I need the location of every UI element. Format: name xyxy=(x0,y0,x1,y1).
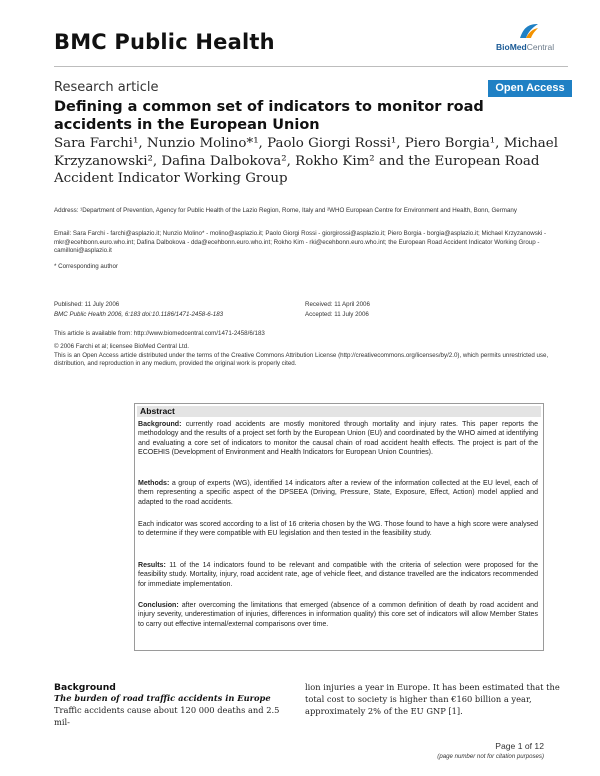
article-url[interactable]: This article is available from: http://www.biomedcentral.com/1471-2458/6/183 xyxy=(54,330,265,337)
logo-bio: BioMed xyxy=(496,42,527,52)
corresponding-author-note: * Corresponding author xyxy=(54,263,118,270)
article-type: Research article xyxy=(54,80,159,95)
body-column-left xyxy=(54,682,284,728)
publication-info xyxy=(54,301,294,321)
abstract-methods-text: a group of experts (WG), identified 14 indicators after a review of the information collected at the EU level, each of them representing a specific aspect of the DPSEEA (Driving, Pressure, State, Exposure, Effect, Action) model applied and adapted to the road accidents. xyxy=(138,480,538,506)
author-emails: Email: Sara Farchi - farchi@asplazio.it; Nunzio Molino* - molino@asplazio.it; Paolo Giorgi Rossi - giorgirossi@asplazio.it; Piero Borgia - borgia@asplazio.it; Michael Krzyzanowski - mkr@ecehbonn.euro.who.int; Dafina Dalbokova - dda@ecehbonn.euro.who.int; Rokho Kim - rki@ecehbonn.euro.who.int; the European Road Accident Indicator Working Group - camilloni@asplazio.it xyxy=(54,230,547,255)
received-date: Received: 11 April 2006 xyxy=(305,301,370,308)
body-paragraph-right: lion injuries a year in Europe. It has been estimated that the total cost to society is higher than €160 billion a year, approximately 2% of the EU GNP [1]. xyxy=(305,682,560,716)
published-date: Published: 11 July 2006 xyxy=(54,301,120,308)
body-paragraph-left: Traffic accidents cause about 120 000 deaths and 2.5 mil- xyxy=(54,705,280,727)
copyright-line: © 2006 Farchi et al; licensee BioMed Central Ltd. xyxy=(54,343,189,350)
copyright-block xyxy=(54,343,559,369)
header-rule xyxy=(54,66,568,67)
abstract-background-label: Background: xyxy=(138,421,182,428)
abstract-heading: Abstract xyxy=(137,406,541,417)
abstract-conclusion-label: Conclusion: xyxy=(138,602,179,609)
subsection-heading: The burden of road traffic accidents in Europe xyxy=(54,693,271,703)
article-title: Defining a common set of indicators to monitor road accidents in the European Union xyxy=(54,99,484,133)
license-text: This is an Open Access article distributed under the terms of the Creative Commons Attribution License (http://creativecommons.org/licenses/by/2.0), which permits unrestricted use, distribution, and reproduction in any medium, provided the original work is properly cited. xyxy=(54,351,549,368)
section-heading-background: Background xyxy=(54,682,116,693)
affiliation-address: Address: ¹Department of Prevention, Agency for Public Health of the Lazio Region, Rome, Italy and ²WHO European Centre for Environment and Health, Bonn, Germany xyxy=(54,207,517,214)
citation: BMC Public Health 2006, 6:183 doi:10.1186/1471-2458-6-183 xyxy=(54,310,224,318)
abstract-conclusion-text: after overcoming the limitations that emerged (absence of a common definition of death by road accident and injury severity, underestimation of injuries, differences in information quality) this core set of indicators will allow Member States to carry out effective internal/external comparisons over time. xyxy=(138,602,538,628)
logo-central: Central xyxy=(526,42,555,52)
received-accepted xyxy=(305,301,505,321)
abstract-methods xyxy=(138,479,538,507)
journal-title: BMC Public Health xyxy=(54,30,275,54)
abstract-background-text: currently road accidents are mostly monitored through mortality and injury rates. This paper reports the methodology and the results of a project set forth by the European Union (EU) and coordinated by the WHO aimed at identifying and evaluating a core set of indicators to monitor the causal chain of road accident health effects. The project is part of the ECOEHIS (Development of Environment and Health Indicators for European Union Countries). xyxy=(138,421,538,456)
abstract-results-label: Results: xyxy=(138,562,166,569)
abstract-methods-label: Methods: xyxy=(138,480,170,487)
abstract-methods-continued: Each indicator was scored according to a list of 16 criteria chosen by the WG. Those found to have a high score were analysed to determine if they were compatible with EU legislation and then tested in the feasibility study. xyxy=(138,521,538,538)
page-number: Page 1 of 12 xyxy=(495,741,544,751)
author-list: Sara Farchi¹, Nunzio Molino*¹, Paolo Giorgi Rossi¹, Piero Borgia¹, Michael Krzyzanowski², Dafina Dalbokova², Rokho Kim² and the European Road Accident Indicator Working Group xyxy=(54,136,558,186)
accepted-date: Accepted: 11 July 2006 xyxy=(305,310,369,318)
biomed-logo-icon xyxy=(518,22,540,40)
logo-text xyxy=(496,42,554,52)
abstract-results-text: 11 of the 14 indicators found to be relevant and compatible with the criteria of selection were proposed for the feasibility study. Mortality, injury, road accident rate, age of vehicle fleet, and distance travelled are the indicators recommended for immediate implementation. xyxy=(138,562,538,588)
abstract-results xyxy=(138,561,538,589)
abstract-conclusion xyxy=(138,601,538,629)
abstract-background xyxy=(138,420,538,457)
biomed-central-logo[interactable] xyxy=(492,22,564,56)
open-access-badge: Open Access xyxy=(488,80,572,97)
page-number-note: (page number not for citation purposes) xyxy=(437,753,544,760)
